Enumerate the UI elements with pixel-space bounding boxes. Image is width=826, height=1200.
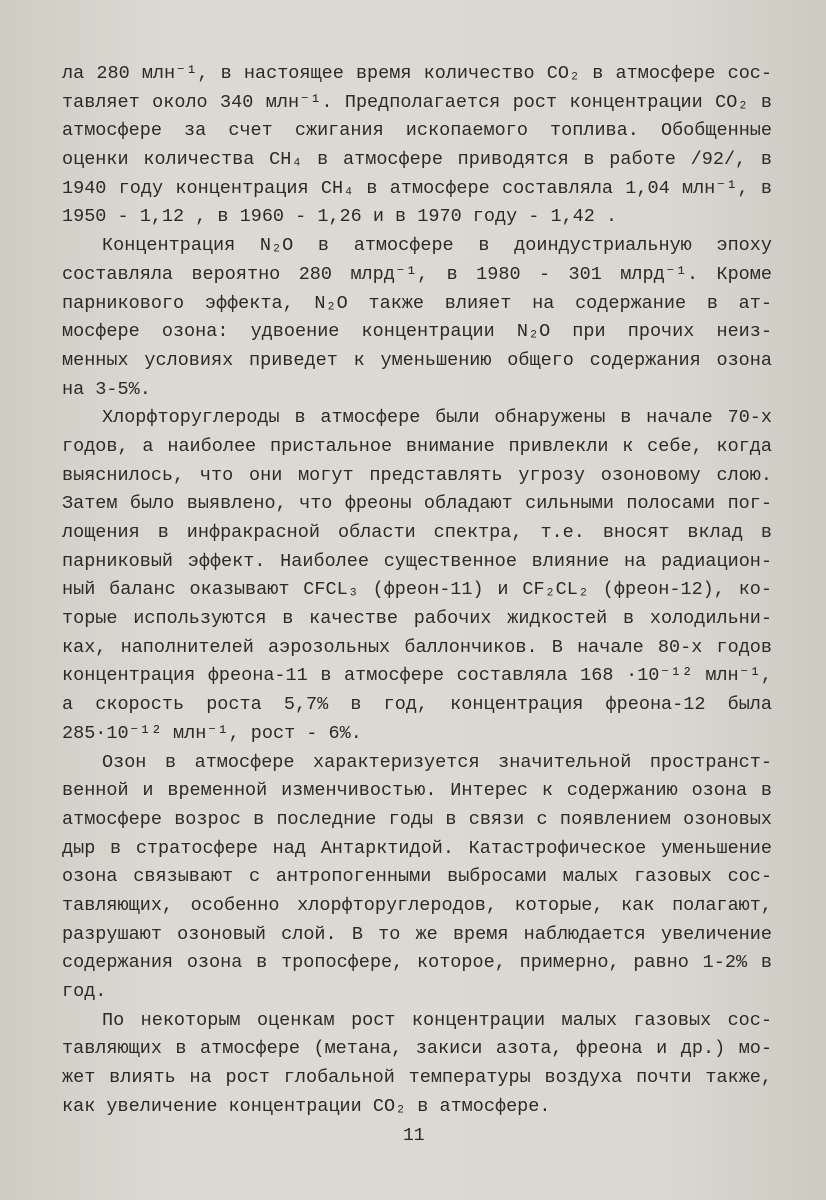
paragraph [62,232,772,404]
text-line: год. [62,981,107,1002]
text-line: 1950 - 1,12 , в 1960 - 1,26 и в 1970 году - 1,42 . [62,206,618,228]
text-line: озона связывают с антропогенными выбросами малых газовых сос- [62,866,772,888]
text-line: жет влиять на рост глобальной температуры воздуха почти также, [62,1067,772,1089]
text-line: Концентрация N₂O в атмосфере в доиндустриальную эпоху [102,235,772,257]
text-line: содержания озона в тропосфере, которое, примерно, равно 1-2% в [62,952,772,974]
text-line: атмосфере возрос в последние годы в связи с появлением озоновых [62,808,772,830]
text-line: ный баланс оказывают CFCL₃ (фреон-11) и CF₂CL₂ (фреон-12), ко- [62,579,772,601]
text-line: разрушают озоновый слой. В то же время наблюдается увеличение [62,923,772,945]
text-line: а скорость роста 5,7% в год, концентрация фреона-12 была [62,694,772,716]
text-line: менных условиях приведет к уменьшению общего содержания озона [62,349,772,371]
text-line: выяснилось, что они могут представлять угрозу озоновому слою. [62,464,772,486]
document-body [62,60,772,1121]
text-line: 1940 году концентрация CH₄ в атмосфере составляла 1,04 млн⁻¹, в [62,177,772,199]
text-line: тавляющих, особенно хлорфторуглеродов, которые, как полагают, [62,894,772,916]
text-line: концентрация фреона-11 в атмосфере составляла 168 ·10⁻¹² млн⁻¹, [62,665,772,687]
text-line: дыр в стратосфере над Антарктидой. Катастрофическое уменьшение [62,837,772,859]
text-line: тавляющих в атмосфере (метана, закиси азота, фреона и др.) мо- [62,1038,772,1060]
text-line: атмосфере за счет сжигания ископаемого топлива. Обобщенные [62,120,772,142]
paragraph [62,749,772,1007]
text-line: Озон в атмосфере характеризуется значительной пространст- [102,751,772,773]
text-line: тавляет около 340 млн⁻¹. Предполагается рост концентрации CO₂ в [62,91,772,113]
text-line: По некоторым оценкам рост концентрации малых газовых сос- [102,1009,772,1031]
text-line: составляла вероятно 280 млрд⁻¹, в 1980 - 301 млрд⁻¹. Кроме [62,263,772,285]
text-line: Хлорфторуглероды в атмосфере были обнаружены в начале 70-х [102,407,772,429]
text-line: на 3-5%. [62,378,151,400]
paragraph [62,60,772,232]
page-number: 11 [403,1126,425,1146]
paragraph [62,404,772,748]
text-line: как увеличение концентрации CO₂ в атмосфере. [62,1095,551,1117]
paragraph [62,1007,772,1122]
text-line: 285·10⁻¹² млн⁻¹, рост - 6%. [62,722,362,744]
text-line: ках, наполнителей аэрозольных баллончиков. В начале 80-х годов [62,636,772,658]
text-line: годов, а наиболее пристальное внимание привлекли к себе, когда [62,435,772,457]
text-line: парникового эффекта, N₂O также влияет на содержание в ат- [62,292,772,314]
text-line: ла 280 млн⁻¹, в настоящее время количество CO₂ в атмосфере сос- [62,63,772,84]
text-line: парниковый эффект. Наиболее существенное влияние на радиацион- [62,550,772,572]
text-line: мосфере озона: удвоение концентрации N₂O при прочих неиз- [62,321,772,343]
text-line: лощения в инфракрасной области спектра, т.е. вносят вклад в [62,522,772,543]
text-line: торые используются в качестве рабочих жидкостей в холодильни- [62,608,772,630]
text-line: венной и временной изменчивостью. Интерес к содержанию озона в [62,780,772,802]
text-line: Затем было выявлено, что фреоны обладают сильными полосами пог- [62,493,772,515]
text-line: оценки количества CH₄ в атмосфере приводятся в работе /92/, в [62,149,772,171]
